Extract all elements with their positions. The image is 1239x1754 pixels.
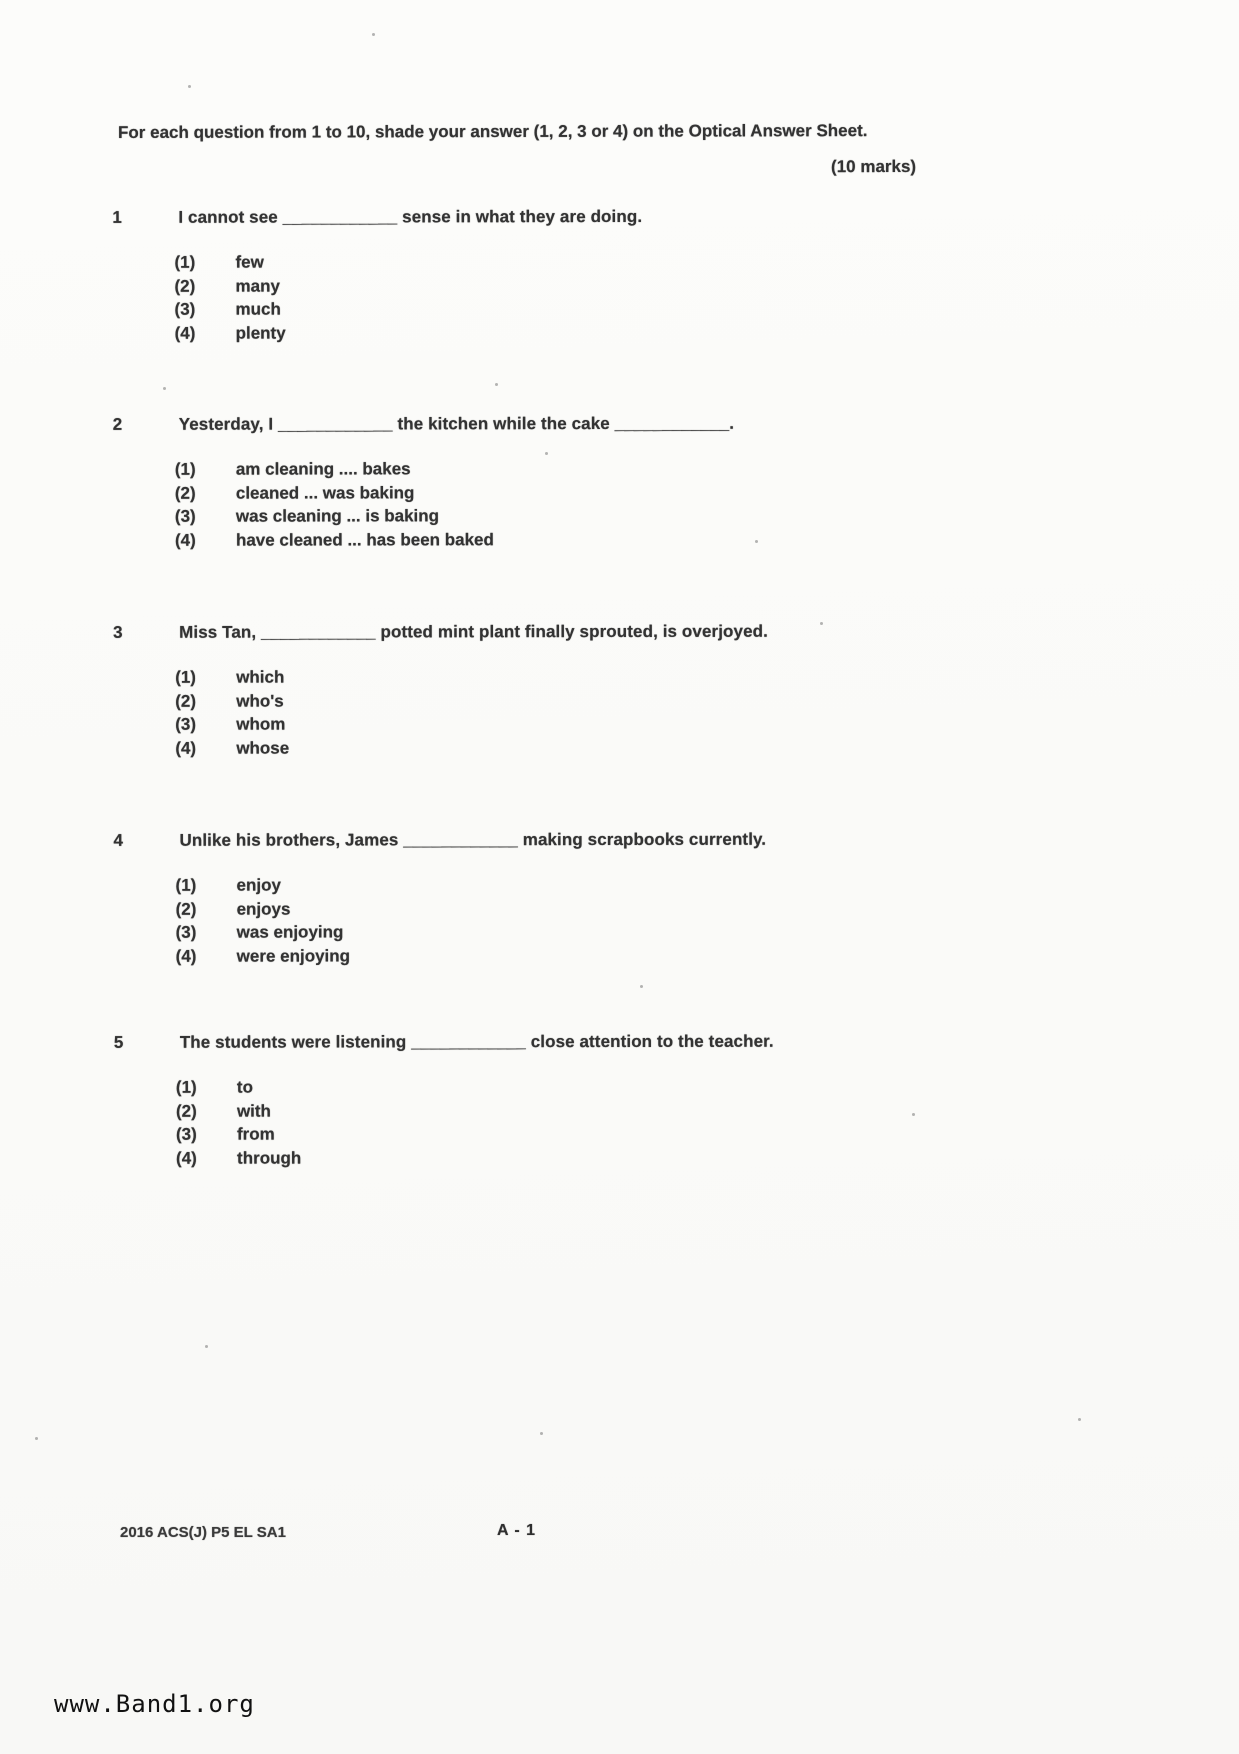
option-label: (3) bbox=[174, 299, 196, 319]
option-text: with bbox=[236, 1101, 271, 1121]
answer-option bbox=[176, 896, 1094, 921]
scan-speckle bbox=[540, 1432, 543, 1435]
option-label: (2) bbox=[175, 1101, 197, 1121]
scan-speckle bbox=[188, 85, 191, 88]
question-text: I cannot see ____________ sense in what they are doing. bbox=[178, 206, 643, 227]
answer-option bbox=[175, 735, 1093, 760]
scan-speckle bbox=[755, 540, 758, 543]
question-row bbox=[114, 1030, 1094, 1054]
answer-option bbox=[176, 1074, 1094, 1099]
question-row bbox=[112, 205, 1092, 229]
question bbox=[113, 412, 1093, 552]
scan-speckle bbox=[820, 622, 823, 625]
option-label: (1) bbox=[175, 875, 197, 895]
option-text: many bbox=[235, 276, 280, 296]
answer-option bbox=[175, 664, 1093, 689]
option-text: whose bbox=[236, 738, 290, 758]
option-text: whom bbox=[236, 714, 286, 734]
option-label: (2) bbox=[174, 483, 196, 503]
footer-page-number: A - 1 bbox=[497, 1522, 537, 1539]
footer-paper-code: 2016 ACS(J) P5 EL SA1 bbox=[120, 1524, 286, 1541]
scan-speckle bbox=[545, 452, 548, 455]
option-text: was enjoying bbox=[236, 922, 344, 942]
answer-options bbox=[175, 456, 1093, 552]
question-text: The students were listening ____________ close attention to the teacher. bbox=[179, 1031, 774, 1052]
answer-option bbox=[175, 688, 1093, 713]
answer-options bbox=[175, 664, 1093, 760]
scan-speckle bbox=[35, 1437, 38, 1440]
question bbox=[113, 828, 1093, 968]
option-text: were enjoying bbox=[236, 945, 351, 966]
marks-label: (10 marks) bbox=[831, 156, 917, 177]
option-text: who's bbox=[236, 691, 284, 711]
instructions-text: For each question from 1 to 10, shade your answer (1, 2, 3 or 4) on the Optical Answer Sheet. bbox=[117, 121, 868, 143]
option-text: plenty bbox=[235, 323, 286, 343]
answer-option bbox=[176, 1121, 1094, 1146]
option-text: enjoy bbox=[236, 875, 281, 895]
answer-option bbox=[175, 527, 1093, 552]
question-text: Yesterday, I ____________ the kitchen while the cake ____________. bbox=[178, 413, 735, 434]
scan-speckle bbox=[640, 985, 643, 988]
question-row bbox=[113, 828, 1093, 852]
option-label: (3) bbox=[175, 1124, 197, 1144]
option-text: through bbox=[237, 1148, 302, 1168]
question-text: Unlike his brothers, James ____________ making scrapbooks currently. bbox=[179, 829, 767, 850]
option-text: have cleaned ... has been baked bbox=[235, 529, 494, 550]
instructions-block bbox=[117, 119, 917, 177]
option-text: from bbox=[236, 1124, 275, 1144]
answer-option bbox=[175, 503, 1093, 528]
question-number: 1 bbox=[112, 207, 122, 227]
question-text: Miss Tan, ____________ potted mint plant finally sprouted, is overjoyed. bbox=[179, 621, 768, 642]
answer-option bbox=[174, 249, 1092, 274]
option-label: (2) bbox=[175, 899, 197, 919]
question-row bbox=[113, 620, 1093, 644]
scan-speckle bbox=[205, 1345, 208, 1348]
answer-option bbox=[176, 872, 1094, 897]
question-number: 2 bbox=[112, 414, 123, 434]
answer-option bbox=[175, 296, 1093, 321]
option-text: was cleaning ... is baking bbox=[235, 506, 440, 526]
question bbox=[114, 1030, 1094, 1170]
scan-speckle bbox=[1078, 1418, 1081, 1421]
answer-option bbox=[175, 320, 1093, 345]
option-label: (4) bbox=[174, 323, 196, 343]
option-text: cleaned ... was baking bbox=[235, 482, 415, 503]
answer-options bbox=[176, 1074, 1094, 1170]
question-row bbox=[113, 412, 1093, 436]
answer-option bbox=[175, 711, 1093, 736]
answer-option bbox=[175, 456, 1093, 481]
answer-option bbox=[176, 1098, 1094, 1123]
option-label: (2) bbox=[175, 691, 197, 711]
answer-option bbox=[176, 943, 1094, 968]
answer-option bbox=[176, 1145, 1094, 1170]
scan-speckle bbox=[912, 1113, 915, 1116]
option-label: (1) bbox=[174, 459, 196, 479]
scan-speckle bbox=[495, 383, 498, 386]
option-label: (3) bbox=[174, 506, 196, 526]
question-number: 4 bbox=[113, 830, 123, 850]
watermark: www.Band1.org bbox=[54, 1690, 255, 1718]
answer-option bbox=[175, 480, 1093, 505]
answer-options bbox=[174, 249, 1092, 345]
question bbox=[112, 205, 1092, 345]
option-text: which bbox=[236, 667, 285, 687]
option-label: (4) bbox=[176, 1148, 197, 1168]
option-text: am cleaning .... bakes bbox=[235, 459, 411, 479]
option-label: (2) bbox=[174, 276, 196, 296]
scan-speckle bbox=[372, 33, 375, 36]
option-text: much bbox=[235, 299, 281, 319]
option-label: (4) bbox=[175, 738, 197, 758]
option-label: (3) bbox=[175, 714, 197, 734]
option-label: (3) bbox=[175, 922, 197, 942]
option-text: enjoys bbox=[236, 899, 291, 919]
answer-option bbox=[176, 919, 1094, 944]
option-text: to bbox=[236, 1077, 253, 1097]
option-label: (4) bbox=[175, 946, 197, 966]
answer-option bbox=[174, 273, 1092, 298]
question bbox=[113, 620, 1093, 760]
scan-speckle bbox=[163, 387, 166, 390]
option-label: (1) bbox=[175, 667, 196, 687]
answer-options bbox=[176, 872, 1094, 968]
question-number: 3 bbox=[113, 622, 123, 642]
option-label: (1) bbox=[174, 252, 196, 272]
question-number: 5 bbox=[113, 1032, 124, 1052]
option-label: (1) bbox=[175, 1077, 197, 1097]
option-label: (4) bbox=[174, 530, 196, 550]
option-text: few bbox=[235, 252, 264, 272]
